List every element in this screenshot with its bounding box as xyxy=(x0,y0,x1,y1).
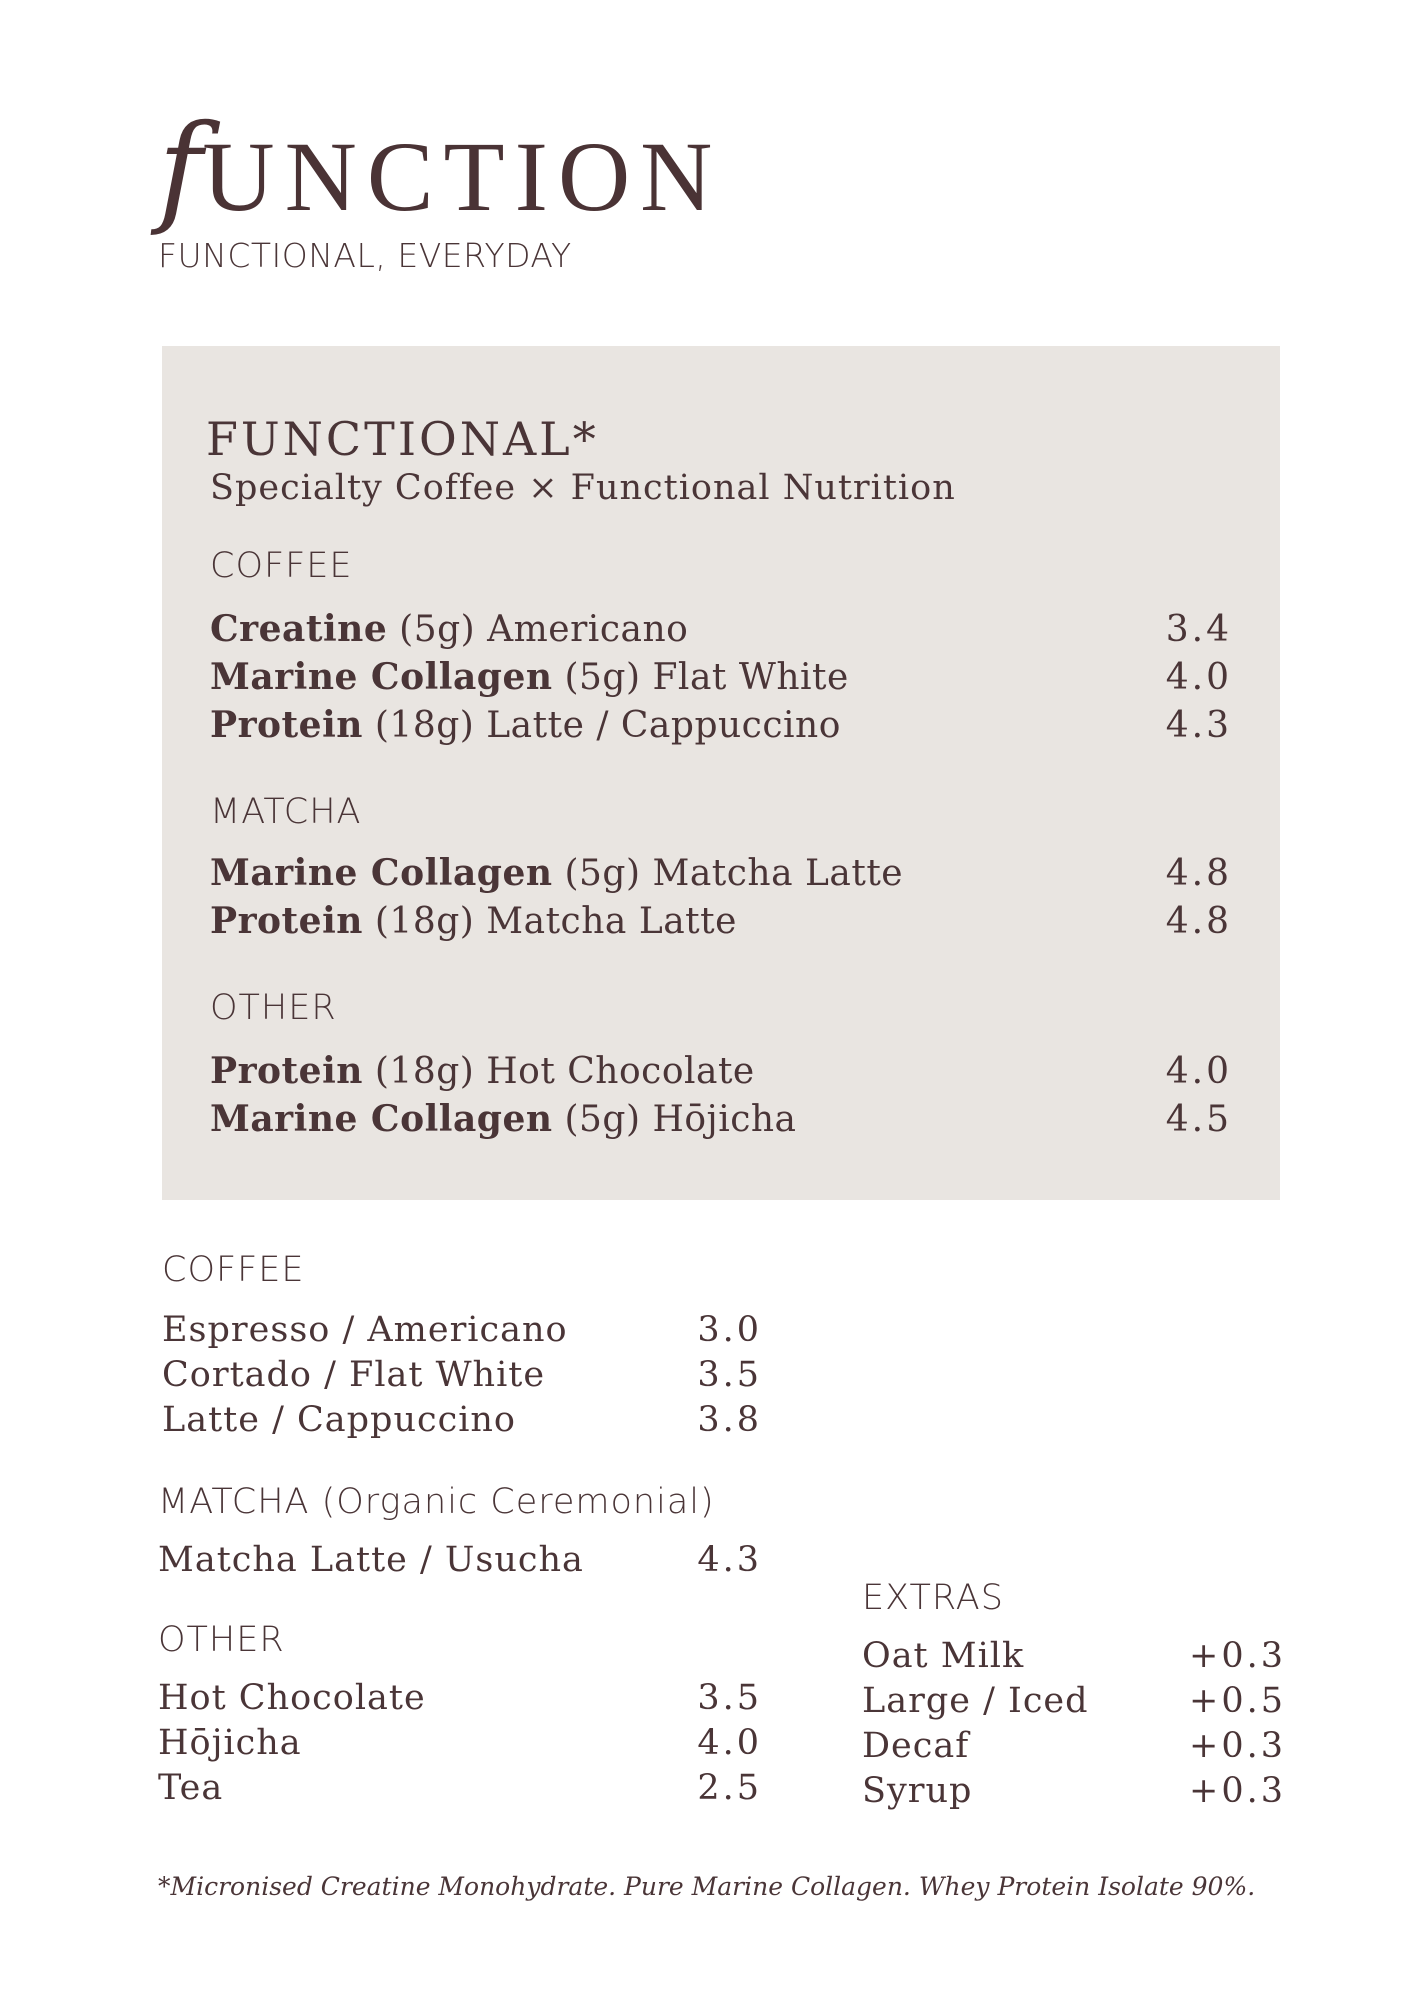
section-heading-matcha: MATCHA (Organic Ceremonial) xyxy=(158,1482,715,1522)
menu-item-name: Espresso / Americano xyxy=(162,1310,568,1350)
menu-item-price: 4.5 xyxy=(1165,1099,1232,1140)
menu-item xyxy=(862,1771,1286,1816)
menu-item-price: 4.0 xyxy=(1165,657,1232,698)
menu-item xyxy=(162,1400,762,1445)
menu-item-name xyxy=(210,656,849,698)
menu-item-price: +0.3 xyxy=(1189,1726,1286,1766)
menu-item-ingredient: Marine Collagen xyxy=(210,656,553,698)
menu-item-ingredient: Protein xyxy=(210,704,363,746)
section-heading-other: OTHER xyxy=(158,1620,285,1660)
menu-item-price: 3.4 xyxy=(1165,609,1232,650)
brand-logo xyxy=(158,100,723,239)
menu-item-name xyxy=(210,704,841,746)
menu-item xyxy=(162,1310,762,1355)
menu-item-price: 2.5 xyxy=(697,1768,762,1808)
menu-item-name: Decaf xyxy=(862,1726,970,1766)
menu-item xyxy=(158,1540,762,1585)
menu-item-name xyxy=(210,608,688,650)
menu-item-price: 3.0 xyxy=(697,1310,762,1350)
menu-item xyxy=(210,1050,1232,1098)
menu-item xyxy=(210,1098,1232,1146)
menu-item-name xyxy=(210,1050,755,1092)
menu-item-name xyxy=(210,852,903,894)
brand-logo-wordmark: UNCTION xyxy=(202,121,723,232)
menu-item-price: 4.8 xyxy=(1165,853,1232,894)
functional-title: FUNCTIONAL* xyxy=(206,412,599,466)
menu-item xyxy=(210,608,1232,656)
menu-item-name: Syrup xyxy=(862,1771,973,1811)
brand-tagline: FUNCTIONAL, EVERYDAY xyxy=(158,236,572,275)
menu-item xyxy=(158,1723,762,1768)
footnote: *Micronised Creatine Monohydrate. Pure Marine Collagen. Whey Protein Isolate 90%. xyxy=(158,1872,1256,1901)
menu-item-name: Tea xyxy=(158,1768,224,1808)
section-heading-extras: EXTRAS xyxy=(862,1578,1004,1618)
menu-item-price: +0.3 xyxy=(1189,1771,1286,1811)
menu-item-name: Latte / Cappuccino xyxy=(162,1400,517,1440)
other-list xyxy=(158,1678,762,1813)
menu-item-drink: (5g) Americano xyxy=(387,609,689,650)
functional-subtitle: Specialty Coffee × Functional Nutrition xyxy=(210,468,956,508)
coffee-list xyxy=(162,1310,762,1445)
functional-coffee-list xyxy=(210,608,1232,752)
menu-item-price: 4.3 xyxy=(697,1540,762,1580)
menu-item-name: Oat Milk xyxy=(862,1636,1025,1676)
extras-list xyxy=(862,1636,1286,1816)
matcha-list xyxy=(158,1540,762,1585)
menu-item xyxy=(862,1636,1286,1681)
menu-item-name: Hōjicha xyxy=(158,1723,302,1763)
functional-section-heading-matcha: MATCHA xyxy=(210,792,362,832)
menu-item-name: Cortado / Flat White xyxy=(162,1355,546,1395)
menu-item-drink: (18g) Latte / Cappuccino xyxy=(362,705,841,746)
menu-item-drink: (18g) Matcha Latte xyxy=(362,901,737,942)
menu-item-price: 4.3 xyxy=(1165,705,1232,746)
menu-item-drink: (18g) Hot Chocolate xyxy=(362,1051,755,1092)
menu-item xyxy=(862,1726,1286,1771)
menu-item-ingredient: Marine Collagen xyxy=(210,852,553,894)
menu-item xyxy=(162,1355,762,1400)
functional-section-heading-coffee: COFFEE xyxy=(210,546,353,586)
menu-item-ingredient: Protein xyxy=(210,900,363,942)
menu-item-name xyxy=(210,900,737,942)
functional-matcha-list xyxy=(210,852,1232,948)
menu-item-drink: (5g) Matcha Latte xyxy=(552,853,904,894)
menu-item-name: Hot Chocolate xyxy=(158,1678,426,1718)
menu-item-name xyxy=(210,1098,797,1140)
brand-logo-initial: f xyxy=(158,100,203,239)
menu-item-price: 4.0 xyxy=(697,1723,762,1763)
menu-item-price: 3.5 xyxy=(697,1355,762,1395)
menu-item-drink: (5g) Flat White xyxy=(552,657,849,698)
menu-item-price: +0.5 xyxy=(1189,1681,1286,1721)
menu-item-ingredient: Protein xyxy=(210,1050,363,1092)
functional-menu-panel xyxy=(162,346,1280,1200)
functional-section-heading-other: OTHER xyxy=(210,988,337,1028)
menu-item xyxy=(158,1768,762,1813)
menu-item xyxy=(158,1678,762,1723)
functional-other-list xyxy=(210,1050,1232,1146)
menu-item xyxy=(210,852,1232,900)
menu-item xyxy=(210,704,1232,752)
menu-item-name: Matcha Latte / Usucha xyxy=(158,1540,584,1580)
menu-item-price: 4.0 xyxy=(1165,1051,1232,1092)
menu-item-ingredient: Creatine xyxy=(210,608,388,650)
section-heading-coffee: COFFEE xyxy=(162,1250,305,1290)
menu-item-price: 4.8 xyxy=(1165,901,1232,942)
menu-item-price: 3.5 xyxy=(697,1678,762,1718)
menu-item-drink: (5g) Hōjicha xyxy=(552,1099,797,1140)
menu-item xyxy=(210,656,1232,704)
menu-item xyxy=(862,1681,1286,1726)
menu-item-price: +0.3 xyxy=(1189,1636,1286,1676)
menu-item-price: 3.8 xyxy=(697,1400,762,1440)
menu-item-ingredient: Marine Collagen xyxy=(210,1098,553,1140)
menu-item xyxy=(210,900,1232,948)
menu-item-name: Large / Iced xyxy=(862,1681,1089,1721)
